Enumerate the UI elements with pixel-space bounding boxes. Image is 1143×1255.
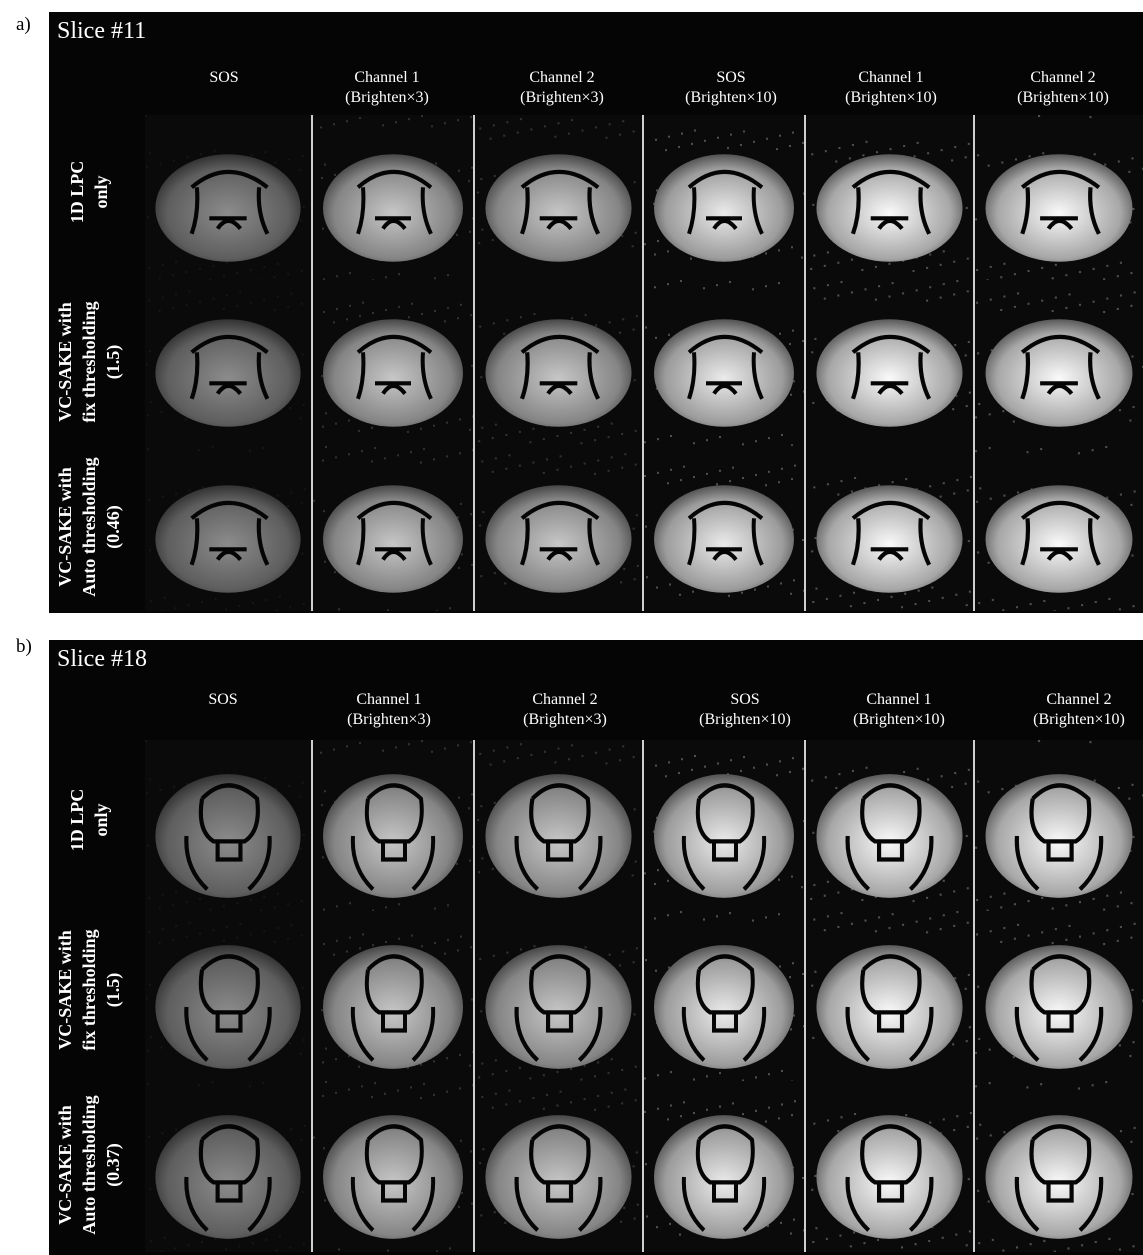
column-header-sos: SOS [208,691,238,708]
mri-image-grid [145,740,1143,1252]
panel-b-label: b) [16,636,32,657]
mri-slice-image [644,740,804,911]
panel-a [49,12,1143,613]
mri-image-grid [145,115,1143,611]
column-header-sos: SOS [209,69,239,86]
row-label-fix-thresholding: VC-SAKE with fix thresholding (1.5) [55,301,123,423]
mri-slice-image [806,115,973,280]
mri-slice-image [145,1081,311,1252]
column-header-channel1-x3: Channel 1 (Brighten×3) [347,691,431,728]
mri-slice-image [313,911,473,1082]
mri-slice-image [644,446,804,611]
row-label-1d-lpc: 1D LPC only [67,160,111,224]
mri-slice-image [806,1081,973,1252]
mri-slice-image [313,740,473,911]
mri-slice-image [975,446,1143,611]
column-header-sos-x10: SOS (Brighten×10) [699,691,791,728]
mri-slice-image [145,446,311,611]
row-label-fix-thresholding: VC-SAKE with fix thresholding (1.5) [55,929,123,1051]
row-label-1d-lpc: 1D LPC only [67,788,111,852]
column-header-channel2-x3: Channel 2 (Brighten×3) [523,691,607,728]
mri-slice-image [975,280,1143,445]
column-header-channel2-x10: Channel 2 (Brighten×10) [1017,69,1109,106]
row-label-auto-thresholding: VC-SAKE with Auto thresholding (0.37) [55,1095,123,1235]
mri-slice-image [145,280,311,445]
mri-slice-image [975,911,1143,1082]
column-header-channel1-x10: Channel 1 (Brighten×10) [845,69,937,106]
mri-slice-image [644,911,804,1082]
mri-slice-image [313,280,473,445]
mri-slice-image [644,115,804,280]
mri-slice-image [806,740,973,911]
mri-slice-image [313,446,473,611]
row-label-auto-thresholding: VC-SAKE with Auto thresholding (0.46) [55,457,123,597]
mri-slice-image [644,1081,804,1252]
mri-slice-image [475,1081,642,1252]
mri-slice-image [145,740,311,911]
mri-slice-image [806,911,973,1082]
mri-slice-image [475,115,642,280]
mri-slice-image [145,115,311,280]
mri-slice-image [475,446,642,611]
column-header-channel2-x10: Channel 2 (Brighten×10) [1033,691,1125,728]
mri-slice-image [145,911,311,1082]
mri-slice-image [806,280,973,445]
mri-slice-image [975,115,1143,280]
mri-slice-image [475,911,642,1082]
panel-b [49,640,1143,1255]
column-header-channel2-x3: Channel 2 (Brighten×3) [520,69,604,106]
mri-slice-image [475,740,642,911]
mri-slice-image [313,1081,473,1252]
mri-slice-image [806,446,973,611]
mri-slice-image [975,1081,1143,1252]
panel-a-label: a) [16,14,31,35]
column-header-channel1-x3: Channel 1 (Brighten×3) [345,69,429,106]
slice-title: Slice #11 [57,18,147,44]
mri-slice-image [975,740,1143,911]
mri-slice-image [475,280,642,445]
mri-slice-image [644,280,804,445]
column-header-channel1-x10: Channel 1 (Brighten×10) [853,691,945,728]
column-header-sos-x10: SOS (Brighten×10) [685,69,777,106]
slice-title: Slice #18 [57,646,147,672]
mri-slice-image [313,115,473,280]
